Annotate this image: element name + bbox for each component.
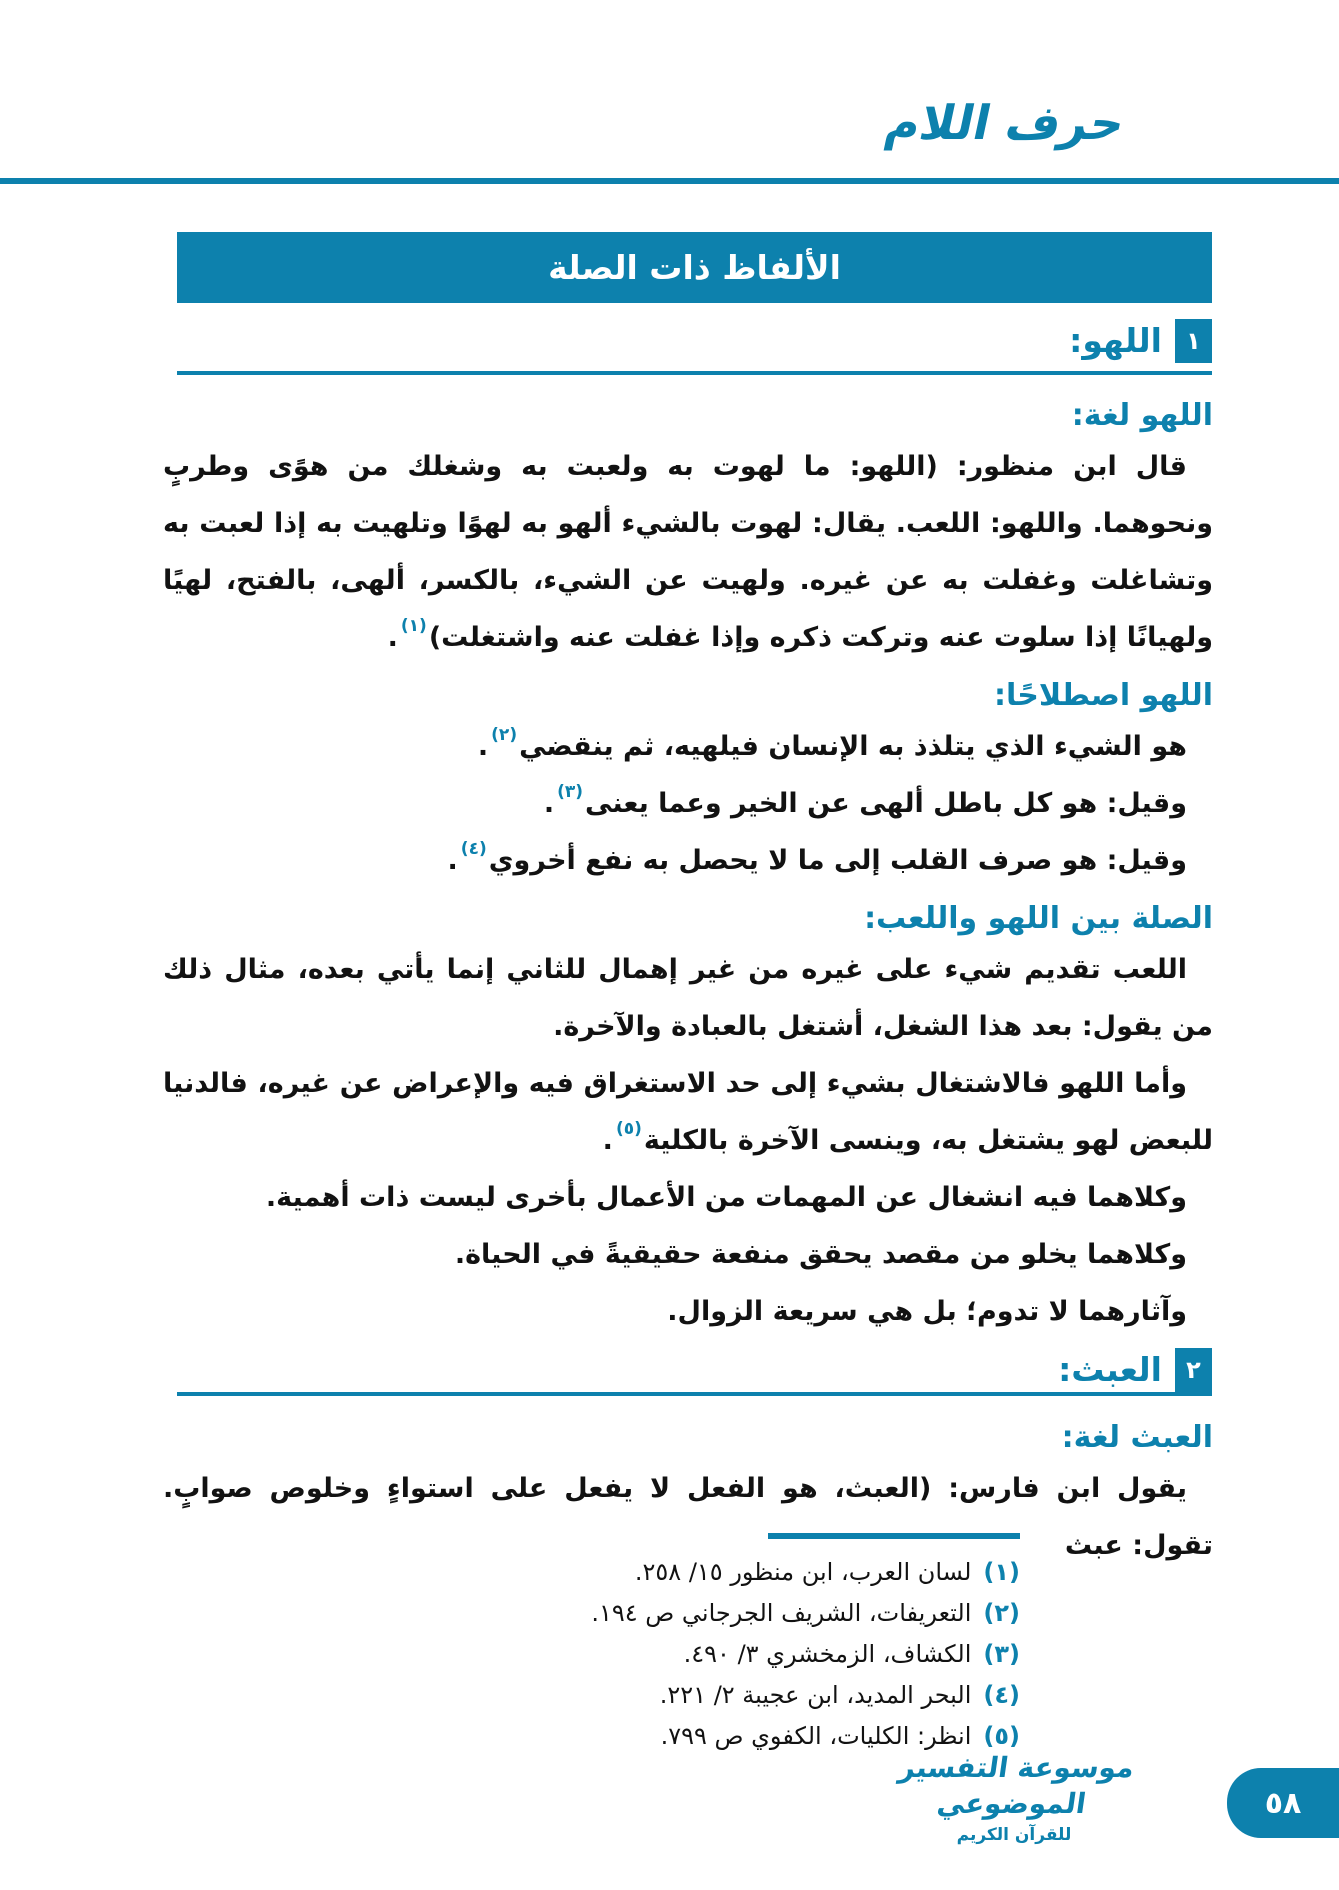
footnote-item: [290, 1634, 1020, 1675]
footnote-text: البحر المديد، ابن عجيبة ٢/ ٢٢١.: [659, 1681, 972, 1709]
footnote-number: (٤): [983, 1681, 1020, 1709]
footnote-text: التعريفات، الشريف الجرجاني ص ١٩٤.: [591, 1599, 972, 1627]
publisher-logo-subtitle: للقرآن الكريم: [956, 1825, 1072, 1845]
body-paragraph: [163, 775, 1213, 832]
paragraph-tail: .: [387, 622, 398, 653]
banner-title: الألفاظ ذات الصلة: [548, 248, 841, 287]
section-2-number: ٢: [1186, 1356, 1201, 1384]
footnote-number: (٢): [983, 1599, 1020, 1627]
body-paragraph: يقول ابن فارس: (العبث، هو الفعل لا يفعل على استواءٍ وخلوص صوابٍ. تقول: عبث: [163, 1473, 1213, 1561]
section-2-title: العبث:: [1058, 1350, 1162, 1389]
footnote-item: [290, 1593, 1020, 1634]
publisher-logo: [894, 1750, 1137, 1845]
subheading-lahw-istilah: اللهو اصطلاحًا:: [993, 678, 1213, 713]
footnote-marker: (٤): [460, 839, 487, 859]
body-paragraph: [163, 718, 1213, 775]
header-divider-rule: [0, 178, 1339, 184]
subheading-silah-lahw-laeb: الصلة بين اللهو واللعب:: [864, 901, 1213, 936]
subheading-lahw-lugha: اللهو لغة:: [1071, 398, 1213, 433]
paragraph-text: قال ابن منظور: (اللهو: ما لهوت به ولعبت به وشغلك من هوًى وطربٍ ونحوهما. واللهو: اللعب. يقال: لهوت بالشيء ألهو به لهوًا وتلهيت به إذا لعبت به وتشاغلت وغفلت به عن غيره. ولهيت عن الشيء، بالكسر، ألهى، بالفتح، لهيًا ولهيانًا إذا سلوت عنه وتركت ذكره وإذا غفلت عنه واشتغلت): [163, 451, 1213, 653]
chapter-heading-calligraphy: حرف اللام: [880, 96, 1130, 151]
footnote-marker: (٢): [491, 725, 518, 745]
section-1-title: اللهو:: [1069, 321, 1162, 360]
footnote-text: انظر: الكليات، الكفوي ص ٧٩٩.: [660, 1722, 972, 1750]
body-paragraph: وكلاهما يخلو من مقصد يحقق منفعة حقيقيةً في الحياة.: [454, 1239, 1187, 1270]
body-paragraph: اللعب تقديم شيء على غيره من غير إهمال للثاني إنما يأتي بعده، مثال ذلك من يقول: بعد هذا الشغل، أشتغل بالعبادة والآخرة.: [163, 954, 1213, 1042]
related-terms-banner: [177, 232, 1212, 303]
footnote-marker: (١): [400, 616, 427, 636]
section-2-header: [1058, 1348, 1212, 1392]
body-paragraph: [163, 1055, 1213, 1169]
footnotes-block: [290, 1552, 1020, 1757]
footnote-text: لسان العرب، ابن منظور ١٥/ ٢٥٨.: [634, 1558, 972, 1586]
footnote-item: [290, 1675, 1020, 1716]
paragraph-text: وقيل: هو كل باطل ألهى عن الخير وعما يعنى: [585, 788, 1187, 819]
page-number: ٥٨: [1264, 1785, 1302, 1821]
section-2-divider-rule: [177, 1392, 1212, 1396]
section-1-header: [1069, 319, 1212, 363]
section-1-number: ١: [1186, 327, 1201, 355]
paragraph-tail: .: [602, 1125, 613, 1156]
section-2-number-badge: [1175, 1348, 1212, 1392]
footnote-number: (٥): [983, 1722, 1020, 1750]
body-paragraph: وآثارهما لا تدوم؛ بل هي سريعة الزوال.: [667, 1296, 1187, 1327]
section-1-divider-rule: [177, 371, 1212, 375]
section-1-content: [163, 394, 1213, 1340]
paragraph-tail: .: [543, 788, 555, 819]
section-1-number-badge: [1175, 319, 1212, 363]
footnote-number: (١): [983, 1558, 1020, 1586]
paragraph-text: وقيل: هو صرف القلب إلى ما لا يحصل به نفع أخروي: [488, 845, 1187, 876]
subheading-abath-lugha: العبث لغة:: [1061, 1420, 1213, 1455]
body-paragraph: وكلاهما فيه انشغال عن المهمات من الأعمال بأخرى ليست ذات أهمية.: [265, 1182, 1187, 1213]
paragraph-text: وأما اللهو فالاشتغال بشيء إلى حد الاستغراق فيه والإعراض عن غيره، فالدنيا للبعض لهو يشتغل به، وينسى الآخرة بالكلية: [163, 1068, 1213, 1156]
section-2-content: [163, 1416, 1213, 1574]
footnote-number: (٣): [983, 1640, 1020, 1668]
paragraph-tail: .: [477, 731, 489, 762]
publisher-logo-title: موسوعة التفسير الموضوعي: [896, 1751, 1137, 1820]
body-paragraph: [163, 832, 1213, 889]
paragraph-tail: .: [447, 845, 458, 876]
body-paragraph: [163, 438, 1213, 666]
footnote-separator-rule: [768, 1533, 1020, 1539]
footnote-text: الكشاف، الزمخشري ٣/ ٤٩٠.: [683, 1640, 972, 1668]
page-number-badge: [1227, 1768, 1339, 1838]
footnote-item: [290, 1552, 1020, 1593]
paragraph-text: هو الشيء الذي يتلذذ به الإنسان فيلهيه، ثم ينقضي: [519, 731, 1187, 762]
footnote-marker: (٥): [615, 1119, 642, 1139]
footnote-marker: (٣): [557, 782, 584, 802]
